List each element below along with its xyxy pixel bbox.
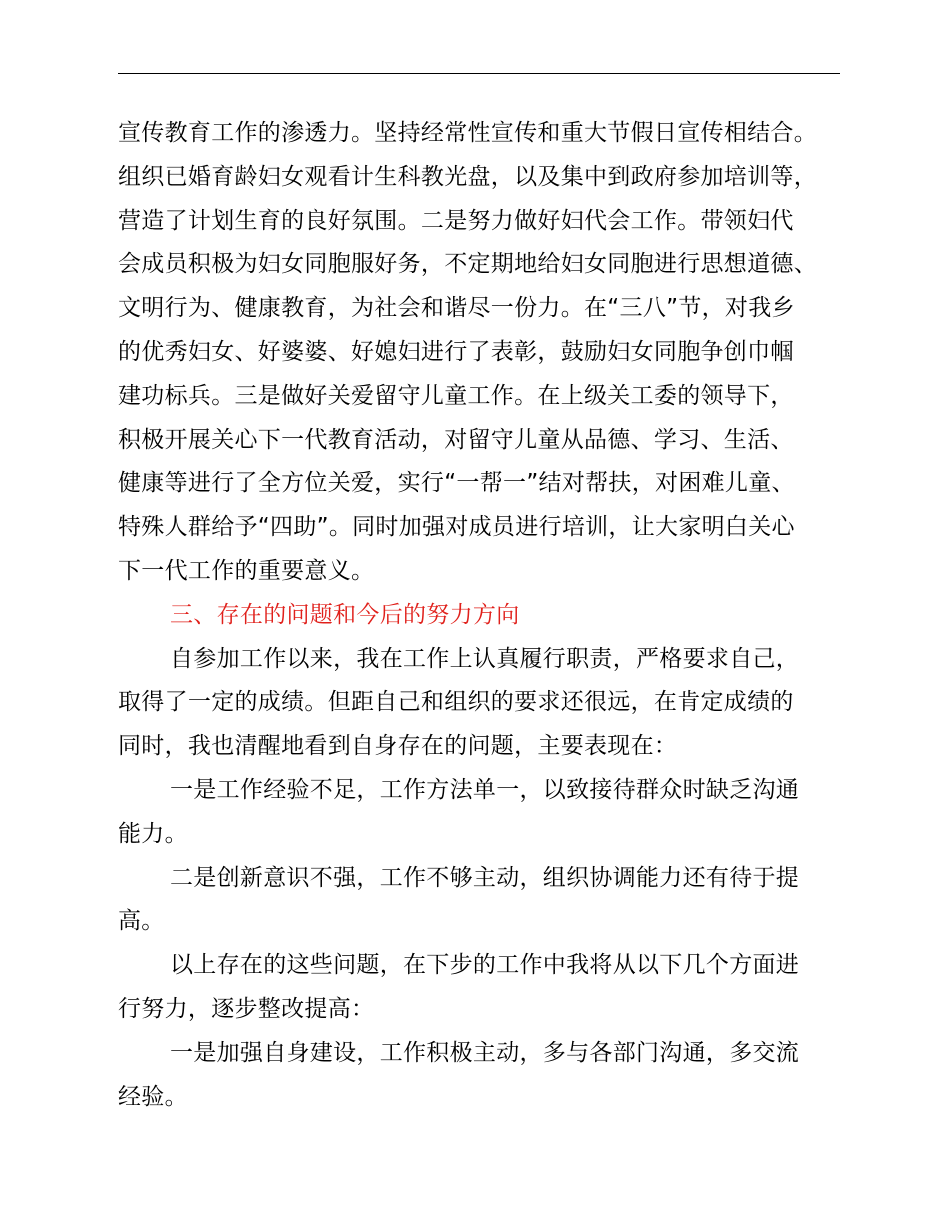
header-rule xyxy=(118,73,840,74)
paragraph-problem-1 xyxy=(118,769,858,857)
text-line: 高。 xyxy=(118,908,165,935)
text-line: 健康等进行了全方位关爱，实行“一帮一”结对帮扶，对困难儿童、 xyxy=(118,470,795,497)
paragraph-intro xyxy=(118,638,858,769)
text-line: 以上存在的这些问题，在下步的工作中我将从以下几个方面进 xyxy=(170,952,800,979)
paragraph-plan xyxy=(118,944,858,1032)
text-line: 会成员积极为妇女同胞服好务，不定期地给妇女同胞进行思想道德、 xyxy=(118,251,817,278)
paragraph-continued xyxy=(118,112,858,594)
text-line: 文明行为、健康教育，为社会和谐尽一份力。在“三八”节，对我乡 xyxy=(118,295,795,322)
text-line: 能力。 xyxy=(118,820,188,847)
text-line: 同时，我也清醒地看到自身存在的问题，主要表现在： xyxy=(118,733,678,760)
paragraph-problem-2 xyxy=(118,857,858,945)
section-heading: 三、存在的问题和今后的努力方向 xyxy=(170,601,520,628)
text-line: 二是创新意识不强，工作不够主动，组织协调能力还有待于提 xyxy=(170,864,800,891)
text-line: 下一代工作的重要意义。 xyxy=(118,557,375,584)
text-line: 组织已婚育龄妇女观看计生科教光盘，以及集中到政府参加培训等， xyxy=(118,163,817,190)
document-body xyxy=(118,112,858,1119)
text-line: 自参加工作以来，我在工作上认真履行职责，严格要求自己， xyxy=(170,645,800,672)
text-line: 取得了一定的成绩。但距自己和组织的要求还很远，在肯定成绩的 xyxy=(118,689,794,716)
text-line: 宣传教育工作的渗透力。坚持经常性宣传和重大节假日宣传相结合。 xyxy=(118,120,817,146)
text-line: 经验。 xyxy=(118,1083,188,1110)
text-line: 特殊人群给予“四助”。同时加强对成员进行培训，让大家明白关心 xyxy=(118,514,795,541)
text-line: 一是工作经验不足，工作方法单一，以致接待群众时缺乏沟通 xyxy=(170,776,800,803)
text-line: 一是加强自身建设，工作积极主动，多与各部门沟通，多交流 xyxy=(170,1039,800,1066)
text-line: 积极开展关心下一代教育活动，对留守儿童从品德、学习、生活、 xyxy=(118,426,794,453)
text-line: 行努力，逐步整改提高： xyxy=(118,995,375,1022)
text-line: 的优秀妇女、好婆婆、好媳妇进行了表彰，鼓励妇女同胞争创巾帼 xyxy=(118,338,794,365)
text-line: 营造了计划生育的良好氛围。二是努力做好妇代会工作。带领妇代 xyxy=(118,207,794,234)
text-line: 建功标兵。三是做好关爱留守儿童工作。在上级关工委的领导下， xyxy=(118,382,794,409)
paragraph-improvement-1 xyxy=(118,1032,858,1120)
